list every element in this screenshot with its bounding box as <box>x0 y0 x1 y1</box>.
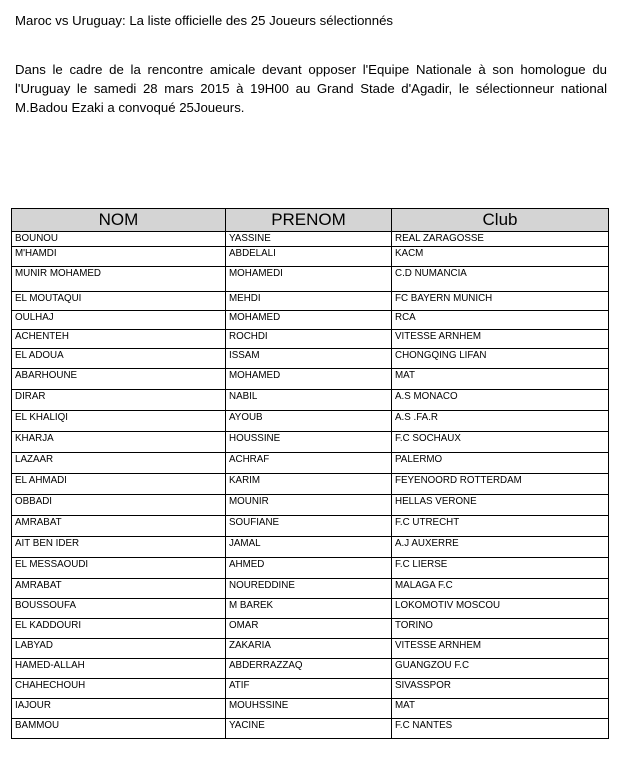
cell-nom: OULHAJ <box>12 311 226 330</box>
cell-nom: EL MOUTAQUI <box>12 292 226 311</box>
cell-prenom: SOUFIANE <box>226 516 392 537</box>
cell-club: HELLAS VERONE <box>392 495 609 516</box>
cell-prenom: NABIL <box>226 390 392 411</box>
cell-club: LOKOMOTIV MOSCOU <box>392 599 609 619</box>
table-row <box>12 453 609 474</box>
header-prenom: PRENOM <box>226 209 392 232</box>
cell-club: FC BAYERN MUNICH <box>392 292 609 311</box>
cell-prenom: YASSINE <box>226 232 392 247</box>
cell-club: A.J AUXERRE <box>392 537 609 558</box>
cell-club: TORINO <box>392 619 609 639</box>
cell-nom: ACHENTEH <box>12 330 226 349</box>
cell-nom: MUNIR MOHAMED <box>12 267 226 292</box>
table-row <box>12 247 609 267</box>
cell-nom: CHAHECHOUH <box>12 679 226 699</box>
table-row <box>12 292 609 311</box>
cell-club: F.C UTRECHT <box>392 516 609 537</box>
cell-nom: BOUNOU <box>12 232 226 247</box>
table-row <box>12 411 609 432</box>
cell-prenom: MEHDI <box>226 292 392 311</box>
cell-nom: BOUSSOUFA <box>12 599 226 619</box>
cell-prenom: MOHAMEDI <box>226 267 392 292</box>
table-row <box>12 639 609 659</box>
cell-club: MAT <box>392 369 609 390</box>
table-row <box>12 267 609 292</box>
document-title: Maroc vs Uruguay: La liste officielle des 25 Joueurs sélectionnés <box>15 13 393 28</box>
players-table-body <box>12 232 609 739</box>
cell-club: A.S MONACO <box>392 390 609 411</box>
cell-club: F.C NANTES <box>392 719 609 739</box>
table-row <box>12 659 609 679</box>
cell-prenom: ISSAM <box>226 349 392 369</box>
cell-nom: KHARJA <box>12 432 226 453</box>
cell-club: REAL ZARAGOSSE <box>392 232 609 247</box>
table-row <box>12 619 609 639</box>
cell-prenom: HOUSSINE <box>226 432 392 453</box>
header-club: Club <box>392 209 609 232</box>
table-row <box>12 232 609 247</box>
cell-club: CHONGQING LIFAN <box>392 349 609 369</box>
cell-nom: LABYAD <box>12 639 226 659</box>
cell-nom: EL AHMADI <box>12 474 226 495</box>
cell-club: KACM <box>392 247 609 267</box>
table-row <box>12 495 609 516</box>
cell-prenom: ATIF <box>226 679 392 699</box>
table-row <box>12 349 609 369</box>
cell-nom: DIRAR <box>12 390 226 411</box>
cell-prenom: MOHAMED <box>226 369 392 390</box>
cell-club: MAT <box>392 699 609 719</box>
cell-nom: AIT BEN IDER <box>12 537 226 558</box>
cell-nom: AMRABAT <box>12 579 226 599</box>
cell-prenom: MOHAMED <box>226 311 392 330</box>
cell-club: RCA <box>392 311 609 330</box>
cell-club: VITESSE ARNHEM <box>392 330 609 349</box>
cell-nom: EL KADDOURI <box>12 619 226 639</box>
table-row <box>12 599 609 619</box>
cell-nom: EL ADOUA <box>12 349 226 369</box>
cell-club: MALAGA F.C <box>392 579 609 599</box>
table-row <box>12 369 609 390</box>
cell-club: VITESSE ARNHEM <box>392 639 609 659</box>
table-row <box>12 432 609 453</box>
cell-club: PALERMO <box>392 453 609 474</box>
cell-club: F.C LIERSE <box>392 558 609 579</box>
cell-prenom: ROCHDI <box>226 330 392 349</box>
cell-prenom: KARIM <box>226 474 392 495</box>
table-row <box>12 390 609 411</box>
table-row <box>12 699 609 719</box>
cell-prenom: ABDELALI <box>226 247 392 267</box>
intro-paragraph: Dans le cadre de la rencontre amicale devant opposer l'Equipe Nationale à son homologue du l'Uruguay le samedi 28 mars 2015 à 19H00 au Grand Stade d'Agadir, le sélectionneur national M.Badou Ezaki a convoqué 25Joueurs. <box>15 62 607 115</box>
cell-prenom: OMAR <box>226 619 392 639</box>
cell-club: F.C SOCHAUX <box>392 432 609 453</box>
cell-club: GUANGZOU F.C <box>392 659 609 679</box>
cell-nom: AMRABAT <box>12 516 226 537</box>
cell-prenom: NOUREDDINE <box>226 579 392 599</box>
table-row <box>12 537 609 558</box>
cell-nom: ABARHOUNE <box>12 369 226 390</box>
cell-prenom: ACHRAF <box>226 453 392 474</box>
cell-prenom: YACINE <box>226 719 392 739</box>
cell-club: C.D NUMANCIA <box>392 267 609 292</box>
table-row <box>12 330 609 349</box>
cell-club: A.S .FA.R <box>392 411 609 432</box>
table-header-row <box>12 209 609 232</box>
cell-club: FEYENOORD ROTTERDAM <box>392 474 609 495</box>
cell-prenom: ABDERRAZZAQ <box>226 659 392 679</box>
cell-prenom: MOUHSSINE <box>226 699 392 719</box>
cell-prenom: MOUNIR <box>226 495 392 516</box>
cell-nom: HAMED-ALLAH <box>12 659 226 679</box>
cell-nom: IAJOUR <box>12 699 226 719</box>
header-nom: NOM <box>12 209 226 232</box>
cell-nom: M'HAMDI <box>12 247 226 267</box>
cell-nom: LAZAAR <box>12 453 226 474</box>
cell-nom: EL KHALIQI <box>12 411 226 432</box>
table-row <box>12 679 609 699</box>
players-table <box>11 208 609 739</box>
table-row <box>12 719 609 739</box>
cell-prenom: AYOUB <box>226 411 392 432</box>
cell-prenom: JAMAL <box>226 537 392 558</box>
cell-nom: BAMMOU <box>12 719 226 739</box>
table-row <box>12 474 609 495</box>
cell-prenom: M BAREK <box>226 599 392 619</box>
cell-nom: EL MESSAOUDI <box>12 558 226 579</box>
table-row <box>12 579 609 599</box>
cell-prenom: ZAKARIA <box>226 639 392 659</box>
cell-club: SIVASSPOR <box>392 679 609 699</box>
cell-nom: OBBADI <box>12 495 226 516</box>
table-row <box>12 311 609 330</box>
cell-prenom: AHMED <box>226 558 392 579</box>
table-row <box>12 516 609 537</box>
table-row <box>12 558 609 579</box>
